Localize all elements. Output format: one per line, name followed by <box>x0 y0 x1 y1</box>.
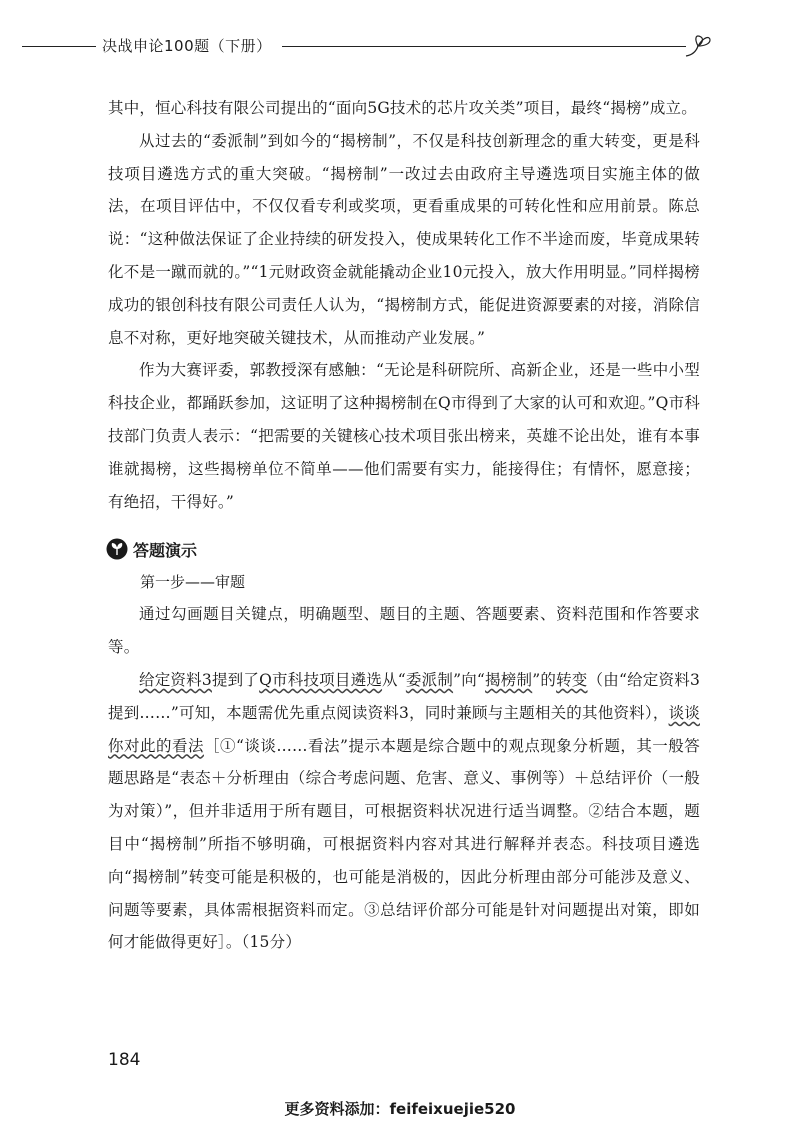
paragraph-2: 从过去的“委派制”到如今的“揭榜制”，不仅是科技创新理念的重大转变，更是科技项目遴选方式的重大突破。“揭榜制”一改过去由政府主导遴选项目实施主体的做法，在项目评估中，不仅仅看专利或奖项，更看重成果的可转化性和应用前景。陈总说：“这种做法保证了企业持续的研发投入，使成果转化工作不半途而废，毕竟成果转化不是一蹴而就的。”“1元财政资金就能撬动企业10元投入，放大作用明显。”同样揭榜成功的银创科技有限公司责任人认为，“揭榜制方式，能促进资源要素的对接，消除信息不对称，更好地突破关键技术，从而推动产业发展。” <box>108 131 700 347</box>
header-rule-left <box>22 46 96 47</box>
question-text: ”的 <box>532 670 557 689</box>
keyword-old-system: 委派制 <box>405 670 454 689</box>
question-text: （由“给定资料3提到……”可知，本题需优先重点阅读资料3，同时兼顾与主题相关的其他资料）， <box>108 670 701 722</box>
running-header <box>0 32 800 62</box>
page-body <box>108 92 700 959</box>
question-text: ［①“谈谈……看法”提示本题是综合题中的观点现象分析题，其一般答题思路是“表态＋分析理由（综合考虑问题、危害、意义、事例等）＋总结评价（一般为对策）”，但并非适用于所有题目，可根据资料状况进行适当调整。②结合本题，题目中“揭榜制”所指不够明确，可根据资料内容对其进行解释并表态。科技项目遴选向“揭榜制”转变可能是积极的，也可能是消极的，因此分析理由部分可能涉及意义、问题等要素，具体需根据资料而定。③总结评价部分可能是针对问题提出对策，即如何才能做得更好］。（15分） <box>108 736 700 952</box>
paragraph-1: 其中，恒心科技有限公司提出的“面向5G技术的芯片攻关类”项目，最终“揭榜”成立。 <box>108 99 697 117</box>
footer-note: 更多资料添加：feifeixuejie520 <box>284 1100 516 1118</box>
section-heading <box>108 532 700 566</box>
page-number: 184 <box>108 1050 141 1070</box>
keyword-change: 转变 <box>556 670 588 689</box>
question-paragraph <box>108 664 700 959</box>
question-text: 从“ <box>382 670 406 689</box>
keyword-task: 谈谈你对此的看法 <box>108 703 700 755</box>
keyword-material: 给定资料3 <box>139 670 212 689</box>
book-title: 决战申论100题（下册） <box>102 37 272 55</box>
step-heading: 第一步——审题 <box>140 573 246 592</box>
paragraph-3: 作为大赛评委，郭教授深有感触：“无论是科研院所、高新企业，还是一些中小型科技企业，都踊跃参加，这证明了这种揭榜制在Q市得到了大家的认可和欢迎。”Q市科技部门负责人表示：“把需要的关键核心技术项目张出榜来，英雄不论出处，谁有本事谁就揭榜，这些揭榜单位不简单——他们需要有实力，能接得住；有情怀，愿意接；有绝招，干得好。” <box>108 361 700 511</box>
question-text: ”向“ <box>453 670 486 689</box>
keyword-new-system: 揭榜制 <box>485 670 533 689</box>
question-text: 提到了 <box>211 670 260 689</box>
keyword-topic: Q市科技项目遴选 <box>259 670 383 689</box>
header-rule-right <box>282 46 686 47</box>
section-title: 答题演示 <box>133 541 198 561</box>
sprout-icon <box>682 28 716 62</box>
leaf-badge-icon <box>106 538 128 560</box>
intro-paragraph: 通过勾画题目关键点，明确题型、题目的主题、答题要素、资料范围和作答要求等。 <box>108 605 700 657</box>
